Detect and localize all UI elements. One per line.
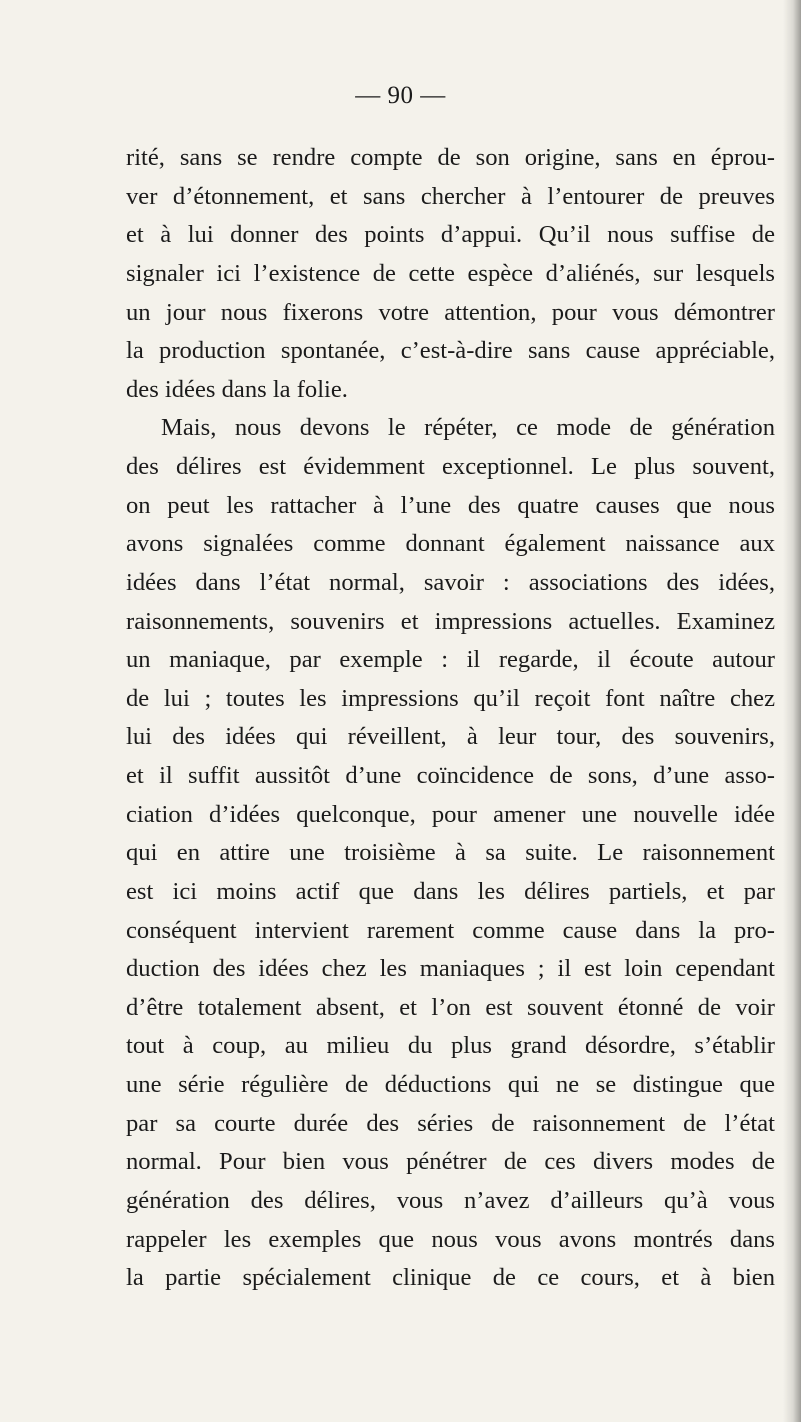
text-line: raisonnements, souvenirs et impressions actuelles. Examinez (126, 607, 775, 635)
text-line: rité, sans se rendre compte de son origine, sans en éprou- (126, 144, 775, 171)
page-number: — 90 — (355, 82, 446, 109)
text-line: normal. Pour bien vous pénétrer de ces divers modes de (126, 1148, 775, 1176)
text-line: Mais, nous devons le répéter, ce mode de génération (161, 414, 775, 442)
body-text (126, 139, 775, 1298)
text-line: la partie spécialement clinique de ce cours, et à bien (126, 1264, 775, 1292)
text-line: un jour nous fixerons votre attention, pour vous démontrer (126, 298, 775, 326)
text-line: conséquent intervient rarement comme cause dans la pro- (126, 916, 775, 944)
text-line: d’être totalement absent, et l’on est souvent étonné de voir (126, 993, 775, 1021)
text-line: des délires est évidemment exceptionnel. Le plus souvent, (126, 453, 775, 480)
text-line: avons signalées comme donnant également naissance aux (126, 530, 775, 558)
text-line: est ici moins actif que dans les délires partiels, et par (126, 877, 775, 905)
text-line: rappeler les exemples que nous vous avons montrés dans (126, 1225, 775, 1253)
text-line: génération des délires, vous n’avez d’ailleurs qu’à vous (126, 1186, 775, 1214)
text-line: duction des idées chez les maniaques ; il est loin cependant (126, 955, 775, 983)
text-line: lui des idées qui réveillent, à leur tour, des souvenirs, (126, 723, 775, 751)
text-line: la production spontanée, c’est-à-dire sans cause appréciable, (126, 337, 775, 365)
text-line: et il suffit aussitôt d’une coïncidence de sons, d’une asso- (126, 762, 775, 789)
text-line: signaler ici l’existence de cette espèce d’aliénés, sur lesquels (126, 259, 775, 287)
text-line: ver d’étonnement, et sans chercher à l’entourer de preuves (126, 182, 775, 210)
text-line: de lui ; toutes les impressions qu’il reçoit font naître chez (126, 684, 775, 712)
text-line: un maniaque, par exemple : il regarde, il écoute autour (126, 646, 775, 674)
text-line: tout à coup, au milieu du plus grand désordre, s’établir (126, 1032, 775, 1060)
page-edge-shadow (783, 0, 801, 1422)
text-line: par sa courte durée des séries de raisonnement de l’état (126, 1109, 775, 1137)
text-line: qui en attire une troisième à sa suite. Le raisonnement (126, 839, 775, 867)
text-line: et à lui donner des points d’appui. Qu’il nous suffise de (126, 221, 775, 249)
text-line: des idées dans la folie. (126, 375, 348, 403)
text-line: une série régulière de déductions qui ne se distingue que (126, 1071, 775, 1098)
text-line: on peut les rattacher à l’une des quatre causes que nous (126, 491, 775, 519)
text-line: ciation d’idées quelconque, pour amener une nouvelle idée (126, 800, 775, 828)
text-line: idées dans l’état normal, savoir : associations des idées, (126, 568, 775, 596)
